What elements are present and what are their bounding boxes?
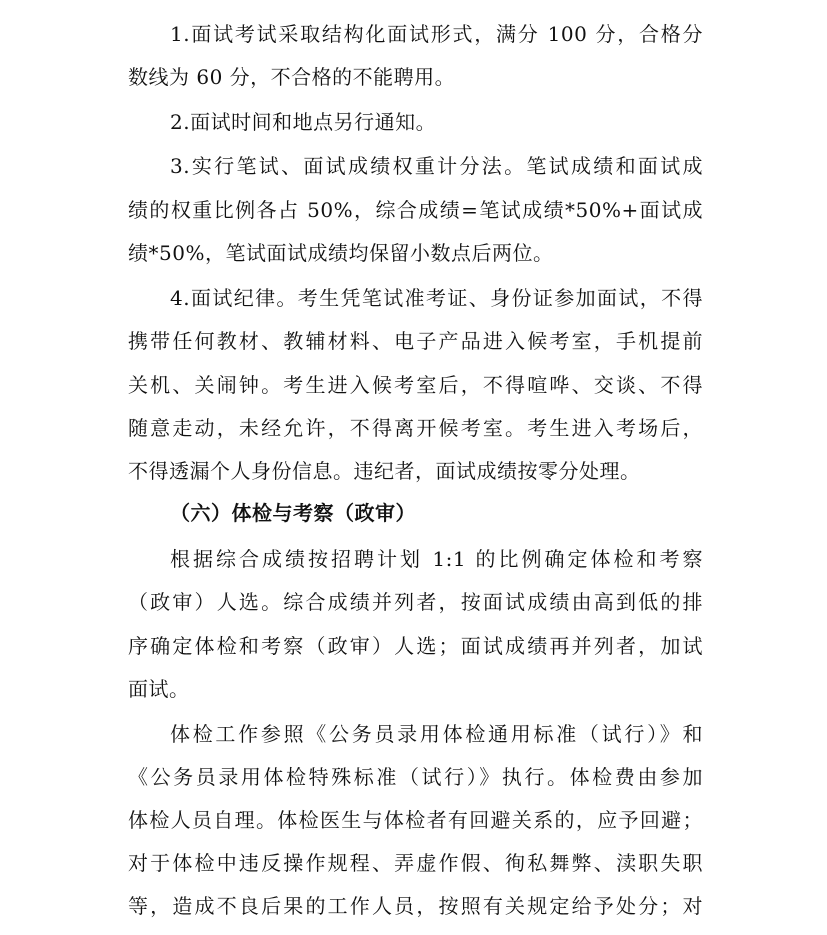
paragraph-line: 绩*50%，笔试面试成绩均保留小数点后两位。 [128,241,554,265]
paragraph-line: 等，造成不良后果的工作人员，按照有关规定给予处分；对 [128,894,703,918]
paragraph-line: （政审）人选。综合成绩并列者，按面试成绩由高到低的排 [128,590,703,614]
paragraph-line: 体检工作参照《公务员录用体检通用标准（试行）》和 [170,722,703,746]
paragraph-line: 不得透漏个人身份信息。违纪者，面试成绩按零分处理。 [128,459,641,483]
paragraph-line: 数线为 60 分，不合格的不能聘用。 [128,65,456,89]
paragraph-line: 随意走动，未经允许，不得离开候考室。考生进入考场后， [128,416,703,440]
paragraph-line: 3.实行笔试、面试成绩权重计分法。笔试成绩和面试成 [170,154,703,178]
paragraph-line: 《公务员录用体检特殊标准（试行）》执行。体检费由参加 [128,765,703,789]
paragraph-line: 关机、关闹钟。考生进入候考室后，不得喧哗、交谈、不得 [128,373,703,397]
paragraph-line: 对于体检中违反操作规程、弄虚作假、徇私舞弊、渎职失职 [128,851,703,875]
paragraph-line: 4.面试纪律。考生凭笔试准考证、身份证参加面试，不得 [170,286,703,310]
paragraph-line: 体检人员自理。体检医生与体检者有回避关系的，应予回避； [128,808,703,832]
paragraph-line: 根据综合成绩按招聘计划 1:1 的比例确定体检和考察 [170,547,703,571]
section-heading: （六）体检与考察（政审） [170,501,416,525]
paragraph-line: 携带任何教材、教辅材料、电子产品进入候考室，手机提前 [128,329,703,353]
paragraph-line: 1.面试考试采取结构化面试形式，满分 100 分，合格分 [170,22,703,46]
paragraph-line: 绩的权重比例各占 50%，综合成绩=笔试成绩*50%+面试成 [128,198,703,222]
paragraph-line: 2.面试时间和地点另行通知。 [170,110,437,134]
paragraph-line: 面试。 [128,677,190,701]
paragraph-line: 序确定体检和考察（政审）人选；面试成绩再并列者，加试 [128,634,703,658]
